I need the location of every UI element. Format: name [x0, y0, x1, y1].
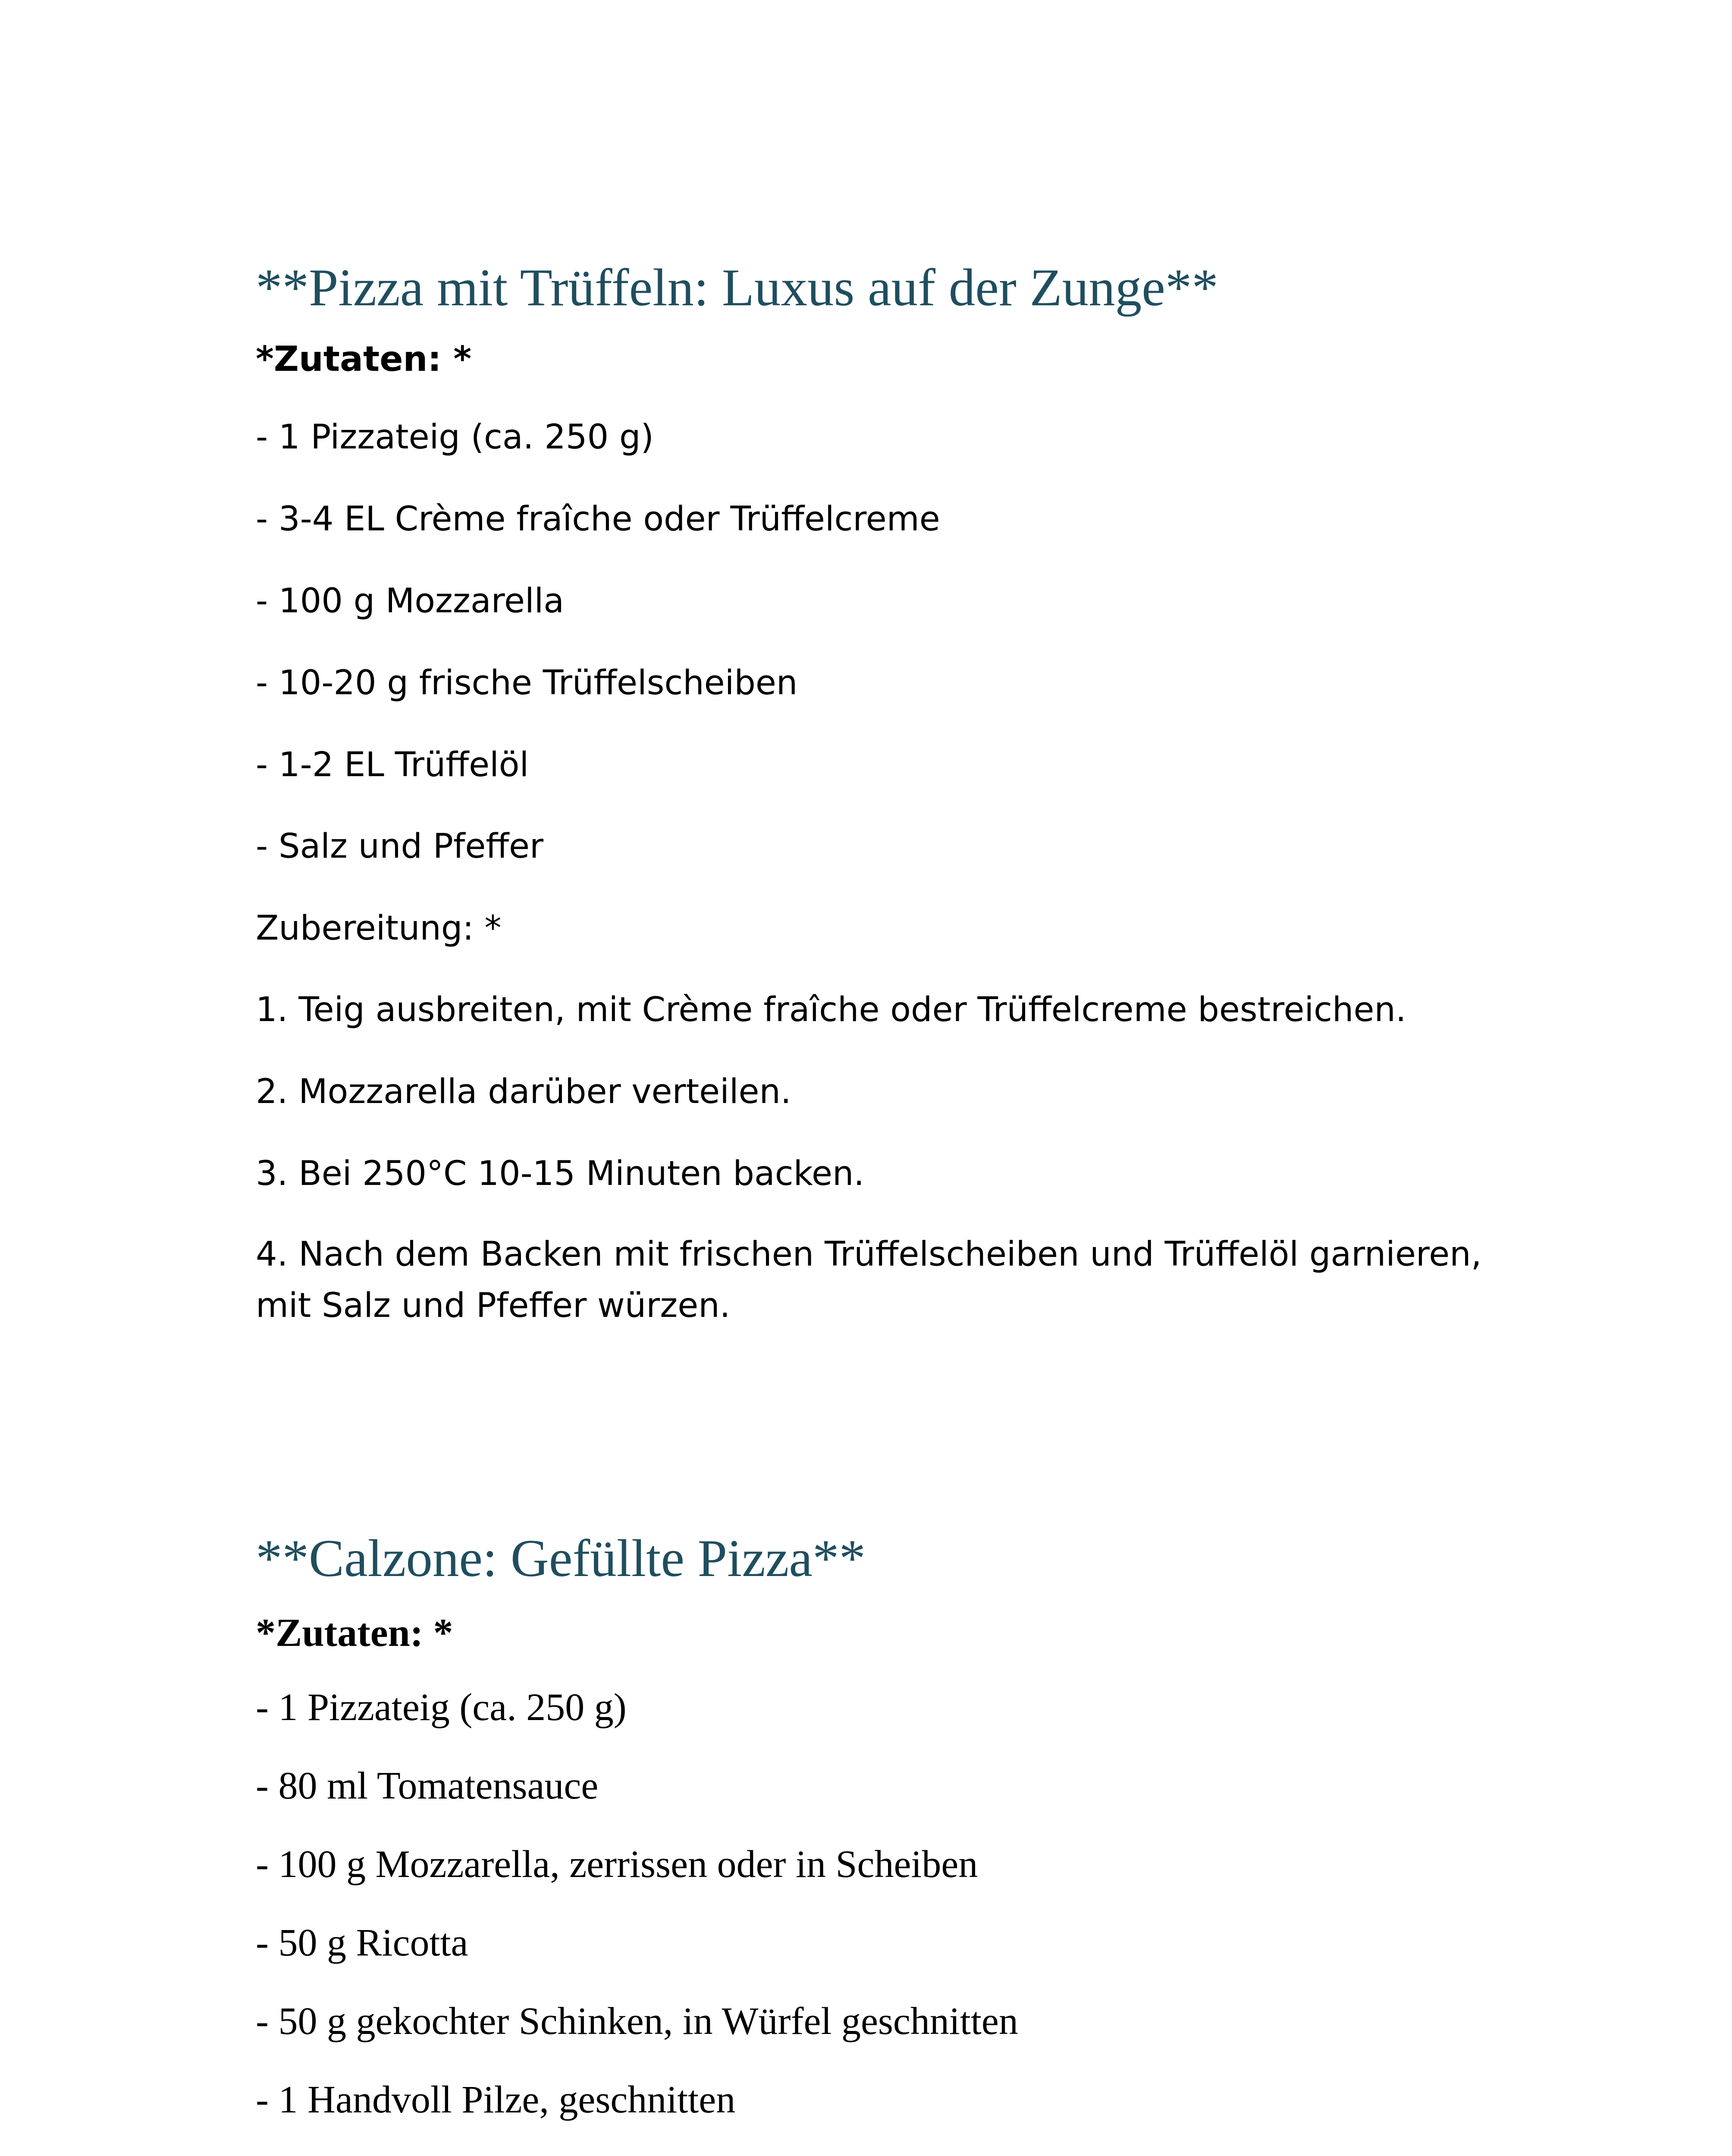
ingredient-item: - 50 g Ricotta	[256, 1921, 468, 1964]
preparation-step: 1. Teig ausbreiten, mit Crème fraîche oder Trüffelcreme bestreichen.	[256, 990, 1406, 1029]
preparation-step: 2. Mozzarella darüber verteilen.	[256, 1072, 791, 1111]
ingredient-item: - 50 g gekochter Schinken, in Würfel geschnitten	[256, 2000, 1018, 2043]
ingredient-item: - 100 g Mozzarella	[256, 582, 565, 620]
recipe-title: **Calzone: Gefüllte Pizza**	[256, 1529, 866, 1588]
ingredient-item: - 1 Pizzateig (ca. 250 g)	[256, 418, 654, 457]
preparation-heading: Zubereitung: *	[256, 909, 502, 948]
ingredient-item: - 1-2 EL Trüffelöl	[256, 746, 529, 784]
recipe-title: **Pizza mit Trüffeln: Luxus auf der Zunge**	[256, 258, 1218, 317]
ingredient-item: - 3-4 EL Crème fraîche oder Trüffelcreme	[256, 500, 940, 539]
ingredient-item: - Salz und Pfeffer	[256, 827, 544, 866]
ingredient-item: - 1 Handvoll Pilze, geschnitten	[256, 2078, 736, 2121]
ingredients-heading: *Zutaten: *	[256, 1611, 453, 1655]
ingredient-item: - 10-20 g frische Trüffelscheiben	[256, 664, 798, 702]
recipe-truffle-pizza	[256, 0, 1550, 1380]
preparation-step: 3. Bei 250°C 10-15 Minuten backen.	[256, 1154, 865, 1193]
preparation-step: 4. Nach dem Backen mit frischen Trüffelscheiben und Trüffelöl garnieren, mit Salz und Pfeffer würzen.	[256, 1235, 1482, 1325]
ingredient-item: - 80 ml Tomatensauce	[256, 1764, 599, 1807]
ingredients-heading: *Zutaten: *	[256, 339, 472, 379]
ingredient-item: - 1 Pizzateig (ca. 250 g)	[256, 1686, 627, 1729]
recipe-calzone	[256, 1466, 1550, 2156]
ingredient-item: - 100 g Mozzarella, zerrissen oder in Scheiben	[256, 1843, 978, 1886]
